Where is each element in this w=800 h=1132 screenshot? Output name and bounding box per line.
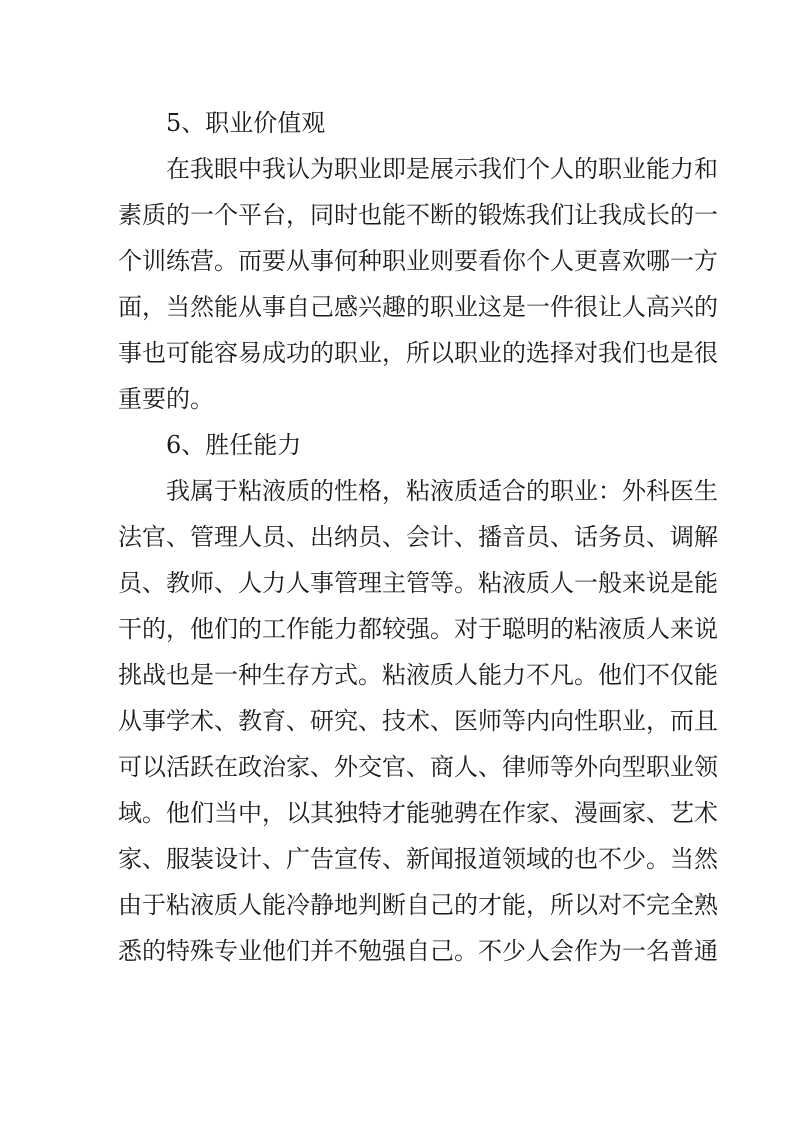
paragraph-line: 个训练营。而要从事何种职业则要看你个人更喜欢哪一方 [118, 247, 718, 275]
paragraph-line: 干的，他们的工作能力都较强。对于聪明的粘液质人来说 [118, 615, 718, 643]
paragraph-line: 悉的特殊专业他们并不勉强自己。不少人会作为一名普通 [118, 937, 718, 965]
document-body [118, 100, 718, 974]
paragraph-line: 在我眼中我认为职业即是展示我们个人的职业能力和 [166, 155, 718, 183]
paragraph-line: 重要的。 [118, 385, 214, 413]
paragraph-line: 可以活跃在政治家、外交官、商人、律师等外向型职业领 [118, 753, 718, 781]
paragraph-line: 挑战也是一种生存方式。粘液质人能力不凡。他们不仅能 [118, 661, 718, 689]
paragraph-competence [118, 468, 718, 974]
paragraph-line: 素质的一个平台，同时也能不断的锻炼我们让我成长的一 [118, 201, 718, 229]
paragraph-line: 家、服装设计、广告宣传、新闻报道领域的也不少。当然 [118, 845, 718, 873]
section-heading-work-values: 5、职业价值观 [166, 109, 326, 137]
paragraph-line: 域。他们当中，以其独特才能驰骋在作家、漫画家、艺术 [118, 799, 718, 827]
paragraph-line: 面，当然能从事自己感兴趣的职业这是一件很让人高兴的 [118, 293, 718, 321]
paragraph-line: 我属于粘液质的性格，粘液质适合的职业：外科医生 [166, 477, 718, 505]
paragraph-line: 法官、管理人员、出纳员、会计、播音员、话务员、调解 [118, 523, 718, 551]
paragraph-work-values [118, 146, 718, 422]
paragraph-line: 员、教师、人力人事管理主管等。粘液质人一般来说是能 [118, 569, 718, 597]
paragraph-line: 由于粘液质人能冷静地判断自己的才能，所以对不完全熟 [118, 891, 718, 919]
section-heading-competence: 6、胜任能力 [166, 431, 302, 459]
paragraph-line: 从事学术、教育、研究、技术、医师等内向性职业，而且 [118, 707, 718, 735]
paragraph-line: 事也可能容易成功的职业，所以职业的选择对我们也是很 [118, 339, 718, 367]
